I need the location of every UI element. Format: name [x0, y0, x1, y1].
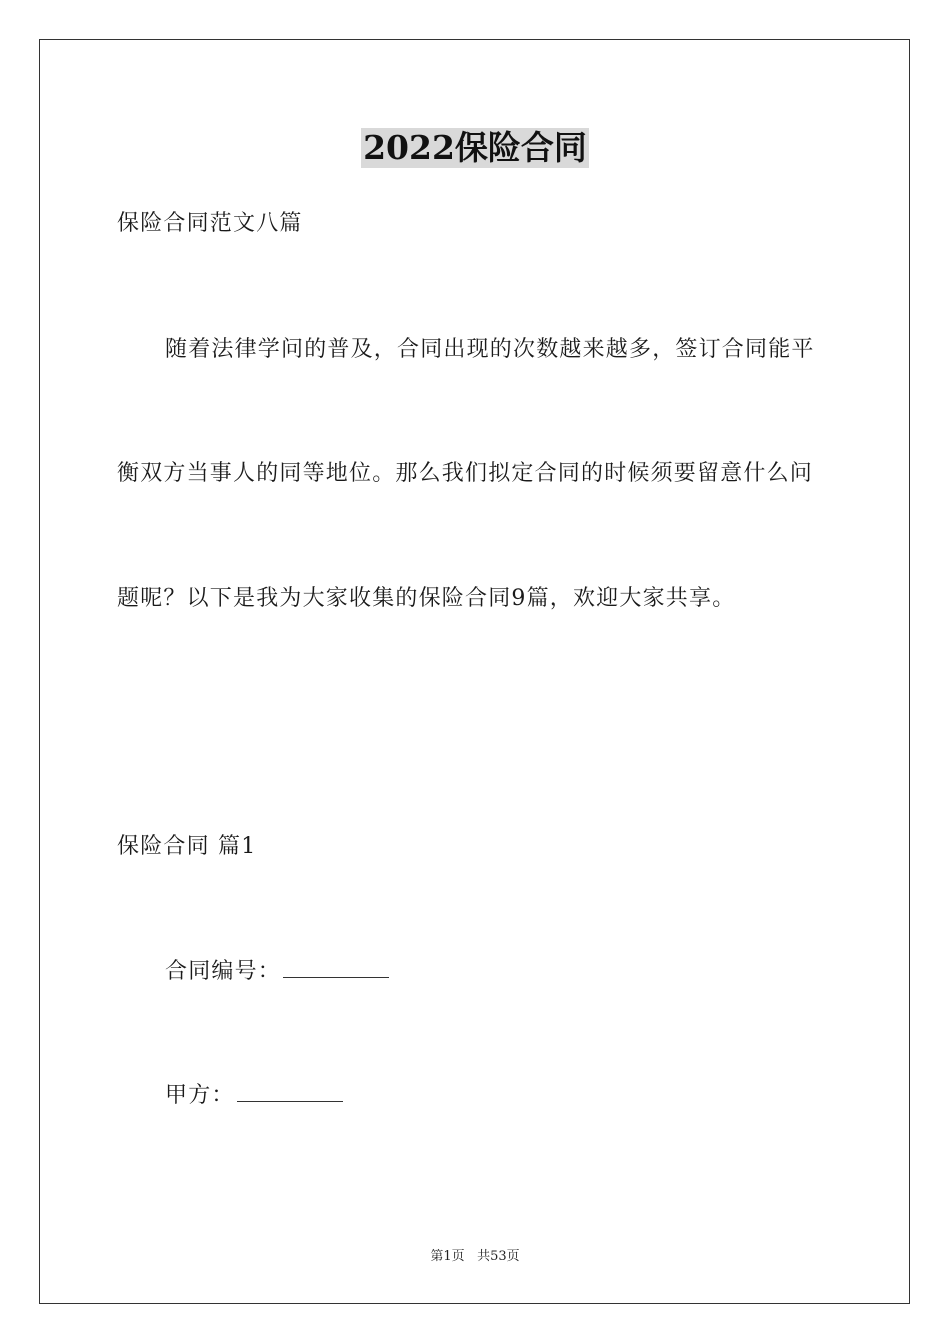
document-subtitle: 保险合同范文八篇 [117, 211, 303, 236]
section-heading: 保险合同 篇1 [117, 834, 257, 859]
contract-number-blank [283, 957, 389, 978]
contract-number-field [165, 957, 389, 987]
page-number: 第1页 [430, 1249, 465, 1264]
intro-line-2: 衡双方当事人的同等地位。那么我们拟定合同的时候须要留意什么问 [117, 461, 814, 486]
party-a-blank [237, 1081, 343, 1102]
intro-line-3: 题呢？以下是我为大家收集的保险合同9篇，欢迎大家共享。 [117, 586, 736, 611]
title-wrap [0, 128, 950, 168]
party-a-field [165, 1081, 343, 1111]
page-footer [0, 1248, 950, 1266]
intro-line-1: 随着法律学问的普及，合同出现的次数越来越多，签订合同能平 [165, 337, 815, 362]
contract-number-label: 合同编号： [165, 959, 282, 984]
page-total: 共53页 [477, 1249, 520, 1264]
party-a-label: 甲方： [165, 1083, 235, 1108]
document-title: 2022保险合同 [363, 128, 587, 167]
